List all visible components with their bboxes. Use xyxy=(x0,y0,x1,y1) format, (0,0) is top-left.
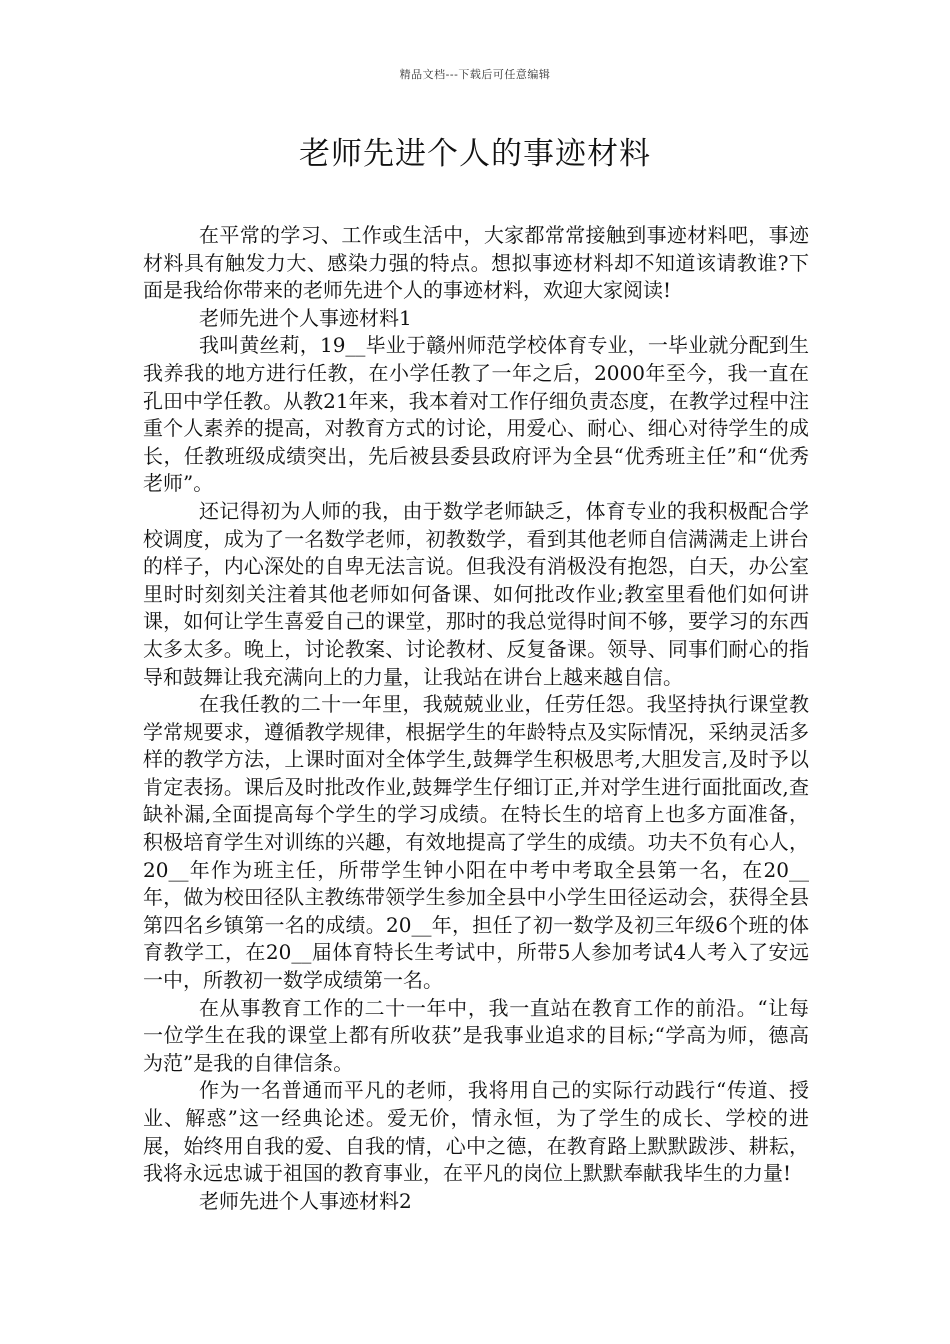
intro-paragraph: 在平常的学习、工作或生活中，大家都常常接触到事迹材料吧，事迹材料具有触发力大、感染力强的特点。想拟事迹材料却不知道该请教谁?下面是我给你带来的老师先进个人的事迹材料，欢迎大家阅读! xyxy=(143,223,809,303)
document-body xyxy=(143,222,809,1215)
document-title: 老师先进个人的事迹材料 xyxy=(299,136,651,172)
section-heading-2: 老师先进个人事迹材料2 xyxy=(199,1188,412,1213)
body-paragraph: 还记得初为人师的我，由于数学老师缺乏，体育专业的我积极配合学校调度，成为了一名数学老师，初教数学，看到其他老师自信满满走上讲台的样子，内心深处的自卑无法言说。但我没有消极没有抱怨，白天，办公室里时时刻刻关注着其他老师如何备课、如何批改作业;教室里看他们如何讲课，如何让学生喜爱自己的课堂，那时的我总觉得时间不够，要学习的东西太多太多。晚上，讨论教案、讨论教材、反复备课。领导、同事们耐心的指导和鼓舞让我充满向上的力量，让我站在讲台上越来越自信。 xyxy=(143,498,809,689)
body-paragraph: 我叫黄丝莉，19__毕业于赣州师范学校体育专业，一毕业就分配到生我养我的地方进行任教，在小学任教了一年之后，2000年至今，我一直在孔田中学任教。从教21年来，我本着对工作仔细负责态度，在教学过程中注重个人素养的提高，对教育方式的讨论，用爱心、耐心、细心对待学生的成长，任教班级成绩突出，先后被县委县政府评为全县“优秀班主任”和“优秀老师”。 xyxy=(143,333,809,496)
body-paragraph: 在我任教的二十一年里，我兢兢业业，任劳任怨。我坚持执行课堂教学常规要求，遵循教学规律，根据学生的年龄特点及实际情况，采纳灵活多样的教学方法，上课时面对全体学生,鼓舞学生积极思考,大胆发言,及时予以肯定表扬。课后及时批改作业,鼓舞学生仔细订正,并对学生进行面批面改,查缺补漏,全面提高每个学生的学习成绩。在特长生的培育上也多方面准备，积极培育学生对训练的兴趣，有效地提高了学生的成绩。功夫不负有心人，20__年作为班主任，所带学生钟小阳在中考中考取全县第一名，在20__年，做为校田径队主教练带领学生参加全县中小学生田径运动会，获得全县第四名乡镇第一名的成绩。20__年，担任了初一数学及初三年级6个班的体育教学工，在20__届体育特长生考试中，所带5人参加考试4人考入了安远一中，所教初一数学成绩第一名。 xyxy=(143,692,809,993)
body-paragraph: 在从事教育工作的二十一年中，我一直站在教育工作的前沿。“让每一位学生在我的课堂上都有所收获”是我事业追求的目标;“学高为师，德高为范”是我的自律信条。 xyxy=(143,995,809,1075)
body-paragraph: 作为一名普通而平凡的老师，我将用自己的实际行动践行“传道、授业、解惑”这一经典论述。爱无价，情永恒，为了学生的成长、学校的进展，始终用自我的爱、自我的情，心中之德，在教育路上默默跋涉、耕耘，我将永远忠诚于祖国的教育事业，在平凡的岗位上默默奉献我毕生的力量! xyxy=(143,1078,809,1186)
header-note: 精品文档---下载后可任意编辑 xyxy=(399,68,551,81)
section-heading-1: 老师先进个人事迹材料1 xyxy=(199,305,412,330)
